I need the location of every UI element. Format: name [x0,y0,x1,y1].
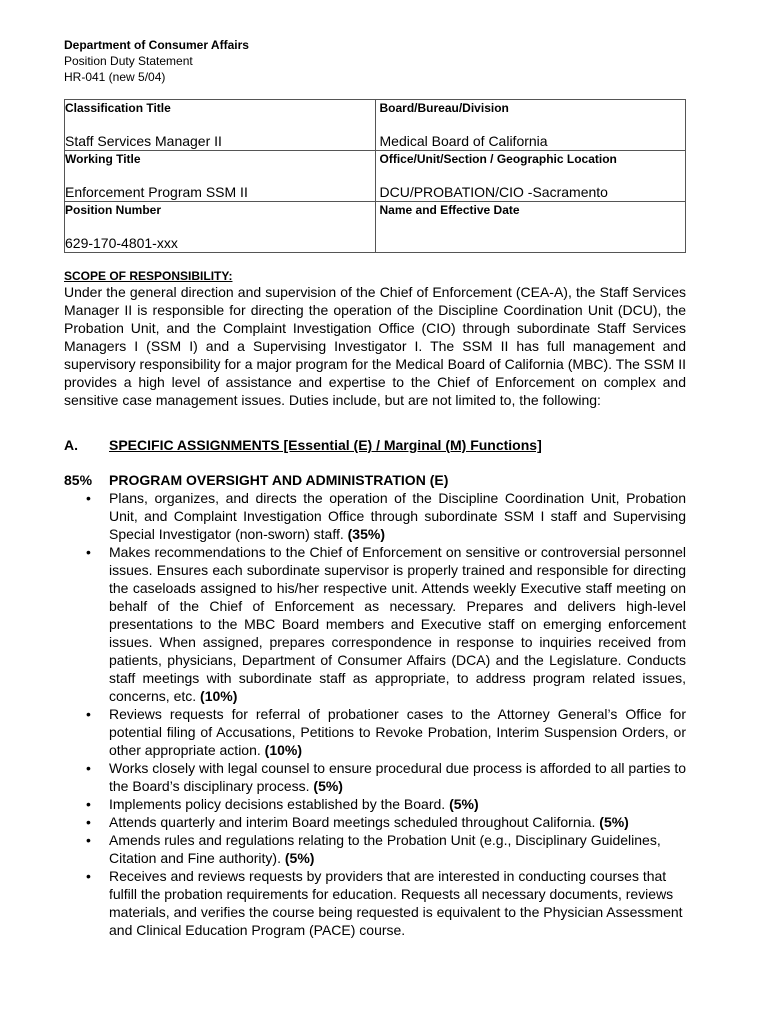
form-id: HR-041 (new 5/04) [64,70,166,84]
duty-percent: (5%) [599,814,629,830]
board-cell [375,100,686,151]
classification-title-label: Classification Title [65,101,171,115]
document-header [64,37,686,85]
duty-text: Receives and reviews requests by providers that are interested in conducting courses that fulfill the probation requirements for education. Requests all necessary documents, reviews materials, and verifies the course being requested is equivalent to the Physician Assessment and Clinical Education Program (PACE) course. [109,868,683,938]
working-title-value: Enforcement Program SSM II [65,184,248,200]
position-number-value: 629-170-4801-xxx [65,235,178,251]
section-letter: A. [64,437,78,453]
document-page [64,37,686,939]
duty-percent: (5%) [449,796,479,812]
duty-text: Attends quarterly and interim Board meetings scheduled throughout California. [109,814,600,830]
scope-title: SCOPE OF RESPONSIBILITY: [64,269,233,283]
position-number-cell [65,202,376,253]
bullet-icon: • [86,760,91,776]
position-info-table [64,99,686,253]
list-item [64,759,686,795]
section-a-heading [64,436,686,454]
duty-percent: (10%) [200,688,238,704]
name-date-cell [375,202,686,253]
department-name: Department of Consumer Affairs [64,38,249,52]
duty-text: Plans, organizes, and directs the operation of the Discipline Coordination Unit, Probation Unit, and Complaint Investigation Office through subordinate SSM I staff and Supervising Special Investigator (non-sworn) staff. [109,490,686,542]
duty-text: Implements policy decisions established by the Board. [109,796,450,812]
office-value: DCU/PROBATION/CIO -Sacramento [379,184,608,200]
duty-text: Amends rules and regulations relating to the Probation Unit (e.g., Disciplinary Guidelines, Citation and Fine authority). [109,832,661,866]
duty-text: Makes recommendations to the Chief of Enforcement on sensitive or controversial personnel issues. Ensures each subordinate supervisor is properly trained and responsible for directing the caseloads assigned to his/her respective unit. Attends weekly Executive staff meeting on behalf of the Chief of Enforcement as necessary. Prepares and delivers high-level presentations to the MBC Board members and Executive staff on emerging enforcement issues. When assigned, prepares correspondence in response to inquiries received from patients, physicians, Department of Consumer Affairs (DCA) and the Legislature. Conducts staff meetings with subordinate staff as appropriate, to address program related issues, concerns, etc. [109,544,686,704]
duty-percent: (10%) [264,742,303,758]
duty-percent: (5%) [284,850,315,866]
list-item [64,831,686,867]
list-item [64,489,686,543]
name-date-label: Name and Effective Date [379,203,520,217]
program-oversight-percent: 85% [64,472,93,488]
working-title-label: Working Title [65,152,141,166]
bullet-icon: • [86,832,91,848]
board-value: Medical Board of California [379,133,548,149]
list-item [64,867,686,939]
duty-text: Reviews requests for referral of probationer cases to the Attorney General’s Office for potential filing of Accusations, Petitions to Revoke Probation, Interim Suspension Orders, or other appropriate action. [109,706,686,758]
program-oversight-title: PROGRAM OVERSIGHT AND ADMINISTRATION (E) [109,472,449,488]
bullet-icon: • [86,544,91,560]
bullet-icon: • [86,490,91,506]
bullet-icon: • [86,868,91,884]
duties-list [64,489,686,939]
program-oversight-heading [64,471,686,489]
list-item [64,813,686,831]
classification-title-value: Staff Services Manager II [65,133,222,149]
office-label: Office/Unit/Section / Geographic Location [379,152,617,166]
bullet-icon: • [86,706,91,722]
office-cell [375,151,686,202]
section-title: SPECIFIC ASSIGNMENTS [Essential (E) / Marginal (M) Functions] [109,437,542,453]
scope-body: Under the general direction and supervision of the Chief of Enforcement (CEA-A), the Staff Services Manager II is responsible for directing the operation of the Discipline Coordination Unit (DCU), the Probation Unit, and the Complaint Investigation Office (CIO) through subordinate Staff Services Managers I (SSM I) and a Supervising Investigator I. The SSM II has full management and supervisory responsibility for a major program for the Medical Board of California (MBC). The SSM II provides a high level of assistance and expertise to the Chief of Enforcement on complex and sensitive case management issues. Duties include, but are not limited to, the following: [64,284,686,408]
document-type: Position Duty Statement [64,54,193,68]
duty-percent: (35%) [347,526,385,542]
working-title-cell [65,151,376,202]
classification-title-cell [65,100,376,151]
bullet-icon: • [86,814,91,830]
list-item [64,795,686,813]
bullet-icon: • [86,796,91,812]
position-number-label: Position Number [65,203,162,217]
board-label: Board/Bureau/Division [379,101,509,115]
duty-text: Works closely with legal counsel to ensure procedural due process is afforded to all parties to the Board’s disciplinary process. [109,760,686,794]
list-item [64,705,686,759]
duty-percent: (5%) [313,778,343,794]
list-item [64,543,686,705]
